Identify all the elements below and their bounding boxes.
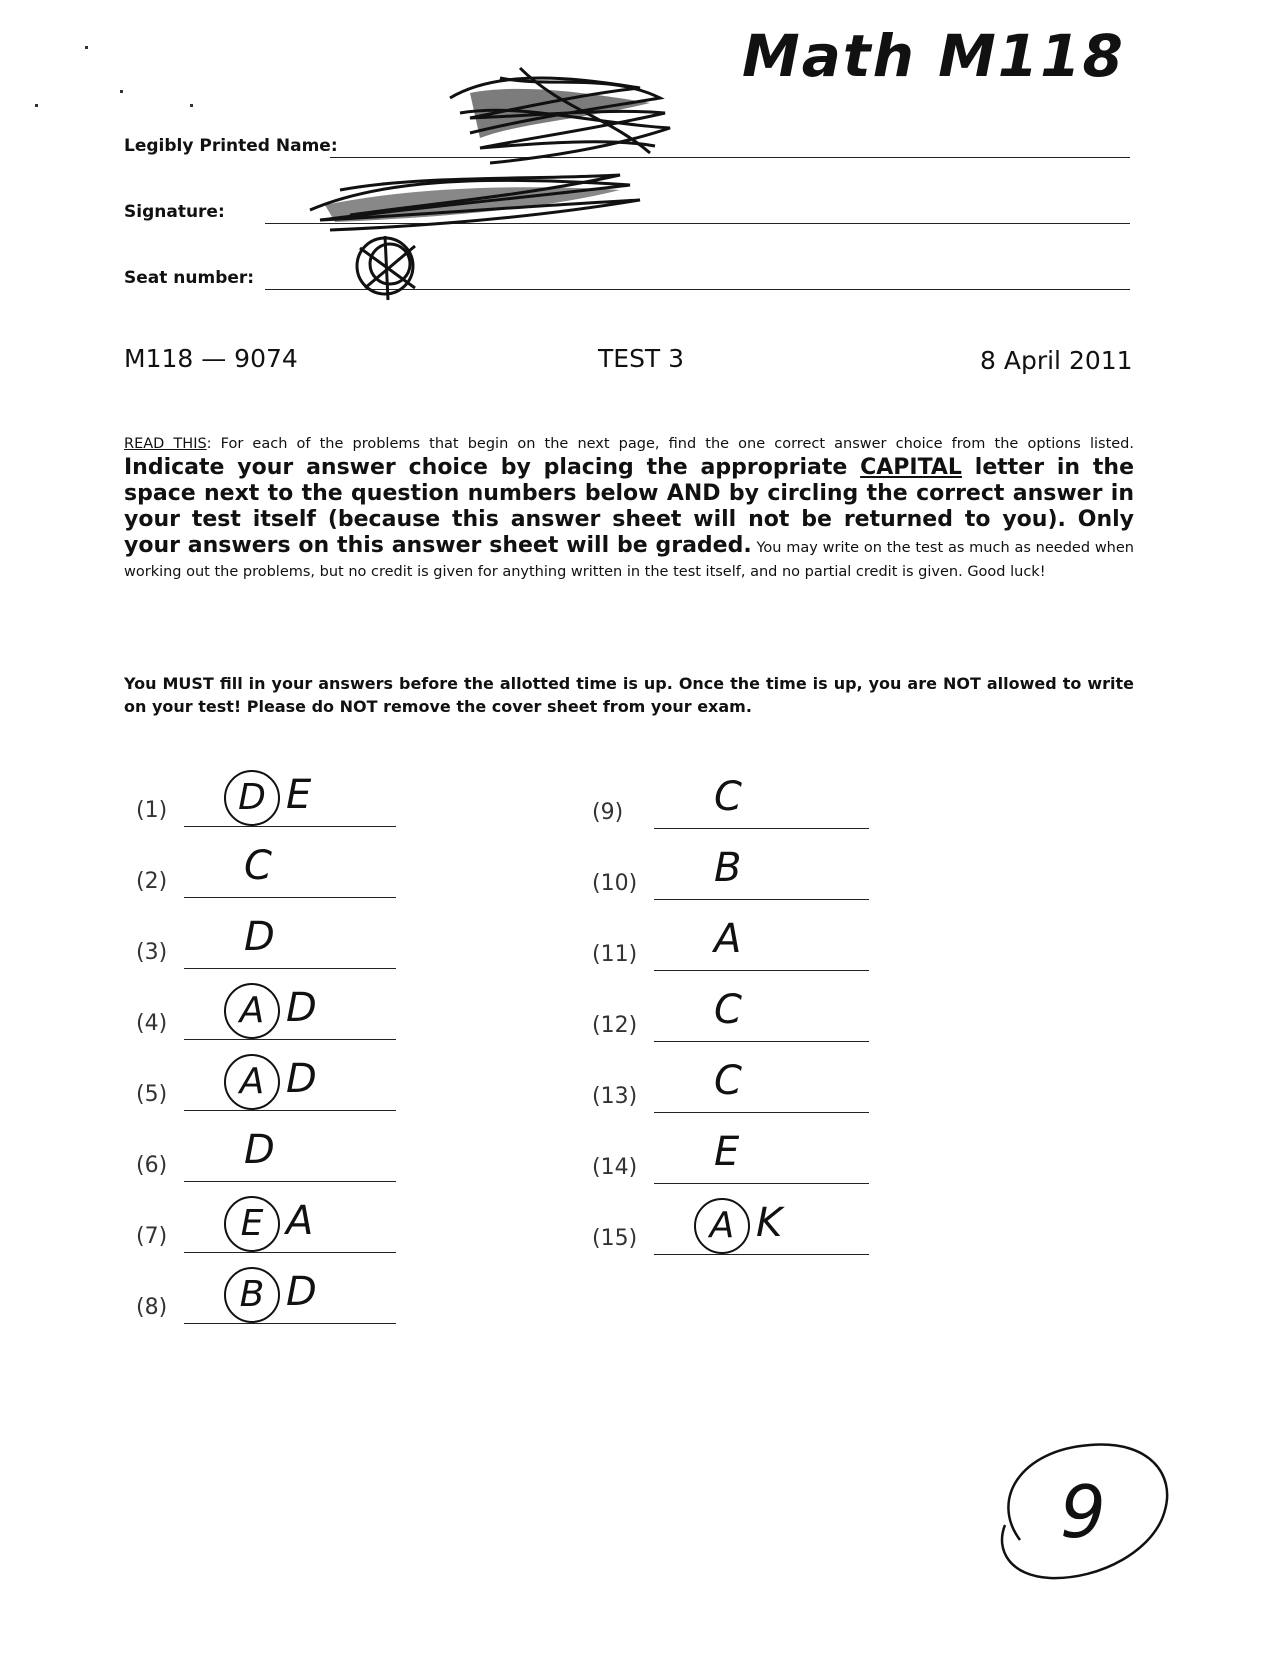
- handwritten-course-title: Math M118: [742, 22, 1125, 90]
- circled-answer: A: [224, 1054, 280, 1110]
- answer-blank-line: [184, 1252, 396, 1253]
- answer-blank-line: [654, 970, 869, 971]
- read-this-label: READ THIS: [124, 436, 207, 452]
- answer-row: [592, 979, 869, 1049]
- handwritten-answer: C: [244, 843, 272, 889]
- answer-blank-line: [184, 968, 396, 969]
- answer-row: [592, 837, 869, 907]
- answer-blank-line: [654, 1254, 869, 1255]
- circled-answer: B: [224, 1267, 280, 1323]
- handwritten-answer: D: [286, 1056, 317, 1102]
- question-number: (15): [592, 1226, 638, 1251]
- answer-row: [136, 764, 396, 834]
- answer-row: [592, 1121, 869, 1191]
- question-number: (7): [136, 1224, 168, 1249]
- answer-row: [136, 1119, 396, 1189]
- circled-answer: D: [224, 770, 280, 826]
- scan-speck: [85, 46, 88, 49]
- answer-row: [592, 766, 869, 836]
- capital-word: CAPITAL: [860, 455, 962, 480]
- answer-blank-line: [184, 1110, 396, 1111]
- answer-blank-line: [184, 826, 396, 827]
- question-number: (5): [136, 1082, 168, 1107]
- answer-row: [136, 977, 396, 1047]
- answer-row: [136, 835, 396, 905]
- seat-number-label: Seat number:: [124, 268, 255, 288]
- score-value: 9: [1060, 1470, 1106, 1554]
- answer-blank-line: [654, 1041, 869, 1042]
- test-date: 8 April 2011: [980, 346, 1133, 375]
- handwritten-answer: E: [286, 772, 312, 818]
- instructions-part1: : For each of the problems that begin on the next page, find the one correct answer choice from the options listed.: [206, 436, 1134, 452]
- answer-row: [592, 1192, 869, 1262]
- test-title: TEST 3: [598, 344, 685, 373]
- answer-blank-line: [654, 1183, 869, 1184]
- answer-row: [136, 1190, 396, 1260]
- scan-speck: [190, 104, 193, 107]
- scan-speck: [35, 104, 38, 107]
- answer-blank-line: [184, 1181, 396, 1182]
- question-number: (8): [136, 1295, 168, 1320]
- answer-blank-line: [184, 1323, 396, 1324]
- answer-row: [136, 906, 396, 976]
- circled-answer: A: [694, 1198, 750, 1254]
- question-number: (14): [592, 1155, 638, 1180]
- handwritten-answer: D: [286, 1269, 317, 1315]
- handwritten-answer: D: [244, 1127, 275, 1173]
- question-number: (12): [592, 1013, 638, 1038]
- instructions-emphasis-b: letter in the space next to the question numbers below AND by circling the correct answer in your test itself (because this answer sheet will not be returned to you). Only your answers on this answer sheet will be graded.: [124, 455, 1135, 558]
- redaction-scribble-seat: [340, 228, 440, 308]
- course-code: M118 — 9074: [124, 344, 298, 373]
- time-limit-warning: You MUST fill in your answers before the allotted time is up. Once the time is up, you are NOT allowed to write on your test! Please do NOT remove the cover sheet from your exam.: [124, 674, 1134, 716]
- question-number: (1): [136, 798, 168, 823]
- answer-row: [592, 908, 869, 978]
- instructions-emphasis-a: Indicate your answer choice by placing the appropriate: [124, 455, 861, 480]
- name-label: Legibly Printed Name:: [124, 136, 338, 156]
- answer-blank-line: [184, 1039, 396, 1040]
- handwritten-answer: A: [286, 1198, 314, 1244]
- answer-blank-line: [654, 1112, 869, 1113]
- question-number: (13): [592, 1084, 638, 1109]
- answer-row: [136, 1261, 396, 1331]
- answer-blank-line: [654, 899, 869, 900]
- redaction-scribble-name: [440, 58, 680, 168]
- circled-answer: E: [224, 1196, 280, 1252]
- signature-label: Signature:: [124, 202, 225, 222]
- handwritten-answer: B: [714, 845, 742, 891]
- handwritten-answer: C: [714, 987, 742, 1033]
- scan-speck: [120, 90, 123, 93]
- answer-blank-line: [654, 828, 869, 829]
- handwritten-answer: C: [714, 774, 742, 820]
- handwritten-answer: E: [714, 1129, 740, 1175]
- answer-blank-line: [184, 897, 396, 898]
- question-number: (2): [136, 869, 168, 894]
- instructions-paragraph: [124, 432, 1134, 584]
- handwritten-answer: D: [244, 914, 275, 960]
- question-number: (9): [592, 800, 624, 825]
- answer-row: [592, 1050, 869, 1120]
- question-number: (6): [136, 1153, 168, 1178]
- question-number: (10): [592, 871, 638, 896]
- handwritten-answer: D: [286, 985, 317, 1031]
- circled-answer: A: [224, 983, 280, 1039]
- question-number: (4): [136, 1011, 168, 1036]
- handwritten-answer: A: [714, 916, 742, 962]
- question-number: (3): [136, 940, 168, 965]
- instructions-part3: You may write on the test as much as needed when working out the problems, but no credit is given for anything written in the test itself, and no partial credit is given. Good luck!: [124, 540, 1134, 580]
- handwritten-answer: K: [756, 1200, 783, 1246]
- handwritten-answer: C: [714, 1058, 742, 1104]
- answer-row: [136, 1048, 396, 1118]
- question-number: (11): [592, 942, 638, 967]
